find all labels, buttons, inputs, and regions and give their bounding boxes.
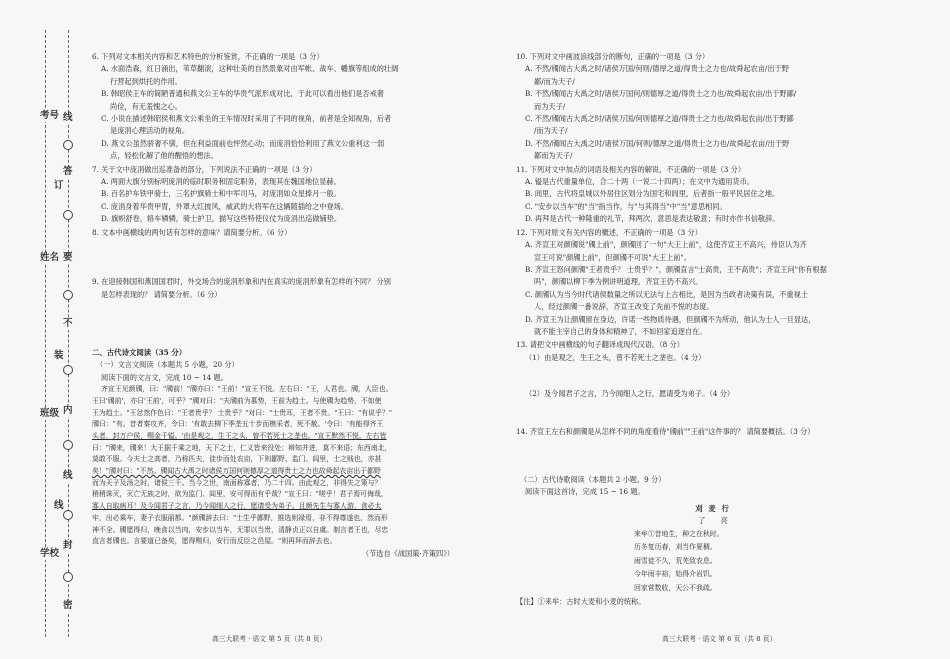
- binding-mark-char: 订: [54, 180, 64, 191]
- binding-circle-mark: [63, 510, 73, 520]
- answer-space: [516, 401, 914, 425]
- question-7-option-d: D. 旗帜舒卷，辂车辚辚，骑士护卫，描写这些特使仪仗为庞涓出巡做铺垫。: [101, 214, 342, 224]
- page-5-column: [92, 50, 462, 560]
- binding-note-char: 封: [63, 540, 73, 551]
- section-heading-classical: 二、古代诗文阅读（35 分）: [92, 347, 187, 357]
- passage-line: 神不全。斶愿得归，晚食以当肉，安步以当车，无罪以当贵，清静贞正以自虞。制言者王也，尽忠: [92, 525, 389, 534]
- answer-space: [92, 239, 462, 275]
- passage-line: 头者，封万户侯，赐金千镒。'由是观之，生王之头，曾不若死士之垄也。"宣王默然不悦。左右皆: [92, 431, 387, 440]
- binding-mark-char: 线: [54, 500, 64, 511]
- question-11-option-d: D. 再拜是古代一种隆重的礼节，拜两次，意思是表达敬意；有时亦作书信敬辞。: [525, 214, 780, 224]
- passage-line: 稍稍诛灭，灭亡无族之时，欲为监门、闾里，安可得而有乎哉？"宣王曰："嗟乎！君子焉可侮哉，: [92, 490, 388, 499]
- binding-mark-char: 装: [54, 350, 64, 361]
- classical-passage: [92, 384, 462, 548]
- binding-circle-mark: [63, 290, 73, 300]
- question-9-stem-cont: 是怎样表现的？ 请简要分析。（6 分）: [101, 289, 222, 299]
- subsection-heading-poetry: （二）古代诗歌阅读（本题共 2 小题，9 分）: [520, 474, 666, 484]
- poem-line: 雨雪徒不久，荒芜致农息。: [634, 556, 717, 565]
- question-12-option-d-cont: 就不能主宰自己的身体和精神了，不如回家追逐自在。: [534, 326, 707, 336]
- question-7-option-c: C. 庞涓身着华贵甲胄，外罩大红披风，威武的大将军在这辆随插给之中登场。: [101, 201, 349, 211]
- binding-circle-mark: [63, 140, 73, 150]
- passage-line: 斶曰："有。昔者秦攻齐，令曰：'有敢去柳下季垄五十步而樵采者，死不赦。'令曰：'有能得齐王: [92, 420, 384, 429]
- question-7-option-a: A. 两面大旗分别标明庞涓的临时职务和固定职务，表现其在魏国地位显赫。: [101, 177, 341, 187]
- question-7-stem: 7. 关于文中庞涓做出巡准备的部分，下列说法不正确的一项是（3 分）: [92, 164, 317, 174]
- question-12-stem: 12. 下列对原文有关内容的概述，不正确的一项是（3 分）: [516, 227, 702, 237]
- question-6-option-c: C. 小说在描述韩昭侯和燕文公乘坐的王车情况时采用了不同的视角，前者是全知视角，后者: [101, 114, 392, 124]
- binding-note-char: 密: [63, 600, 73, 611]
- passage-source: （节选自《战国策·齐策四》）: [361, 548, 454, 558]
- answer-space: [516, 364, 914, 388]
- page-6-column: [516, 50, 914, 608]
- question-12-option-a-cont: 宣王可说"颜斶上前"，但颜斶不可说"大王上前"。: [534, 252, 691, 262]
- answer-space: [92, 301, 462, 347]
- subsection-heading-prose: （一）文言文阅读（本题共 5 小题，20 分）: [96, 360, 239, 370]
- passage-line: 而为天子及汤之时，诸侯三千。当今之世，南面称寡者，乃二十四。由此观之，非得失之策与？: [92, 478, 382, 487]
- binding-label-class: 班级: [40, 408, 60, 419]
- binding-circle-mark: [63, 210, 73, 220]
- question-10-option-a-cont: 鄙/而为天子/: [534, 76, 575, 86]
- question-12-option-d: D. 齐宣王为让颜斶留在身边，许诺一些物质待遇，但颜斶不为所动，他认为士人一旦显达，: [525, 314, 816, 324]
- passage-line: 王曰'斶前'，亦曰'王前'，可乎？"斶对曰："夫斶前为慕势，王前为趋士。与使斶为趋势，不如使: [92, 396, 382, 405]
- binding-label-name: 姓名: [40, 252, 60, 263]
- passage-line: 王为趋士。"王忿然作色曰："王者贵乎？ 士贵乎？"对曰："士贵耳，王者不贵。"王曰："有说乎？": [92, 408, 392, 417]
- question-14-stem: 14. 齐宣王左右和颜斶是从怎样不同的角度看待"斶前""王前"这件事的？ 请简要概括。（3 分）: [516, 426, 815, 436]
- question-10-option-d-cont: 鄙而为天子/: [534, 151, 573, 161]
- binding-circle-mark: [63, 440, 73, 450]
- question-6-option-a: A. 水面浩森，红日涌出，苇草翻滚，这种壮美的自然景象对由军帐、战车、幡旗等组成的壮阔: [101, 64, 399, 74]
- question-6-option-b: B. 韩昭侯王车的简陋普通和燕文公王车的华贵气派形成对比，于此可以看出他们是否戒奢: [101, 89, 384, 99]
- question-13-sentence-2: （2）及今闻君子之言，乃今闻细人之行，愿请受为弟子。（4 分）: [525, 389, 735, 399]
- question-9-stem: 9. 在迎接韩国和燕国国君时，外交场合的庞涓形象和内在真实的庞涓形象有怎样的不同？ 分别: [92, 277, 391, 287]
- question-12-option-b: B. 齐宣王怒问颜斶"王者贵乎？ 士贵乎？"，颜斶直言"士高贵，王不高贵"；齐宣王问"你有根据: [525, 264, 827, 274]
- poem-line: 今年雨丰裕，始得介岩饥。: [634, 570, 717, 579]
- passage-line: 矣！"斶对曰："不然。斶闻古大禹之时诸侯万国何则德厚之道得贵士之力也故舜起农亩出于鄙野: [92, 467, 381, 476]
- question-11-option-a: A. 镒是古代重量单位，合二十两（一说二十四两）；在文中为通用货币。: [525, 177, 754, 187]
- question-6-option-d-cont: 点，轻松化解了他的醒悟的想法。: [110, 151, 218, 161]
- question-10-option-a: A. 不然/斶闻古大禹之时/诸侯万国/何则/德厚之道/得贵士之力也/故舜起农亩/出于野: [525, 64, 789, 74]
- poem-footnote: 【注】①来牟：古时大麦和小麦的统称。: [516, 596, 646, 606]
- poem-line: 历冬复历春，刈当作夏稠。: [634, 543, 717, 552]
- page-footer-right: 高三大联考 · 语文 第 6 页（共 8 页）: [662, 635, 777, 643]
- binding-circle-mark: [63, 572, 73, 582]
- question-6-option-d: D. 燕文公虽然骄奢不驯，但在利益面前也怦然心动；而庞涓恰恰利用了燕文公重利这一弱: [101, 138, 385, 148]
- poem-instruction: 阅读下面这首诗，完成 15 ~ 16 题。: [525, 487, 645, 497]
- question-12-option-b-cont: 吗"，颜斶以柳下季为例讲明道理，齐宣王仍不高兴。: [534, 277, 703, 287]
- question-12-option-c-cont: 人，经过颜斶一番说辞，齐宣王改变了先前不悦的态度。: [534, 302, 714, 312]
- binding-note-char: 线: [63, 112, 73, 123]
- poem-line: 回家营数收，天公不我疏。: [634, 583, 717, 592]
- question-10-option-b-cont: 而为天子/: [534, 101, 566, 111]
- poem-line: 来牟①昔地生，种之在秋时。: [634, 529, 724, 538]
- question-11-option-c: C. "安步以当车"的"当"指当作，与"与其得当"中"当"意思相同。: [525, 201, 727, 211]
- page-footer-left: 高三大联考 · 语文 第 5 页（共 8 页）: [212, 635, 327, 643]
- passage-line: 寡人自取病耳！及今闻君子之言，乃今闻细人之行，愿请受为弟子。且颜先生与寡人游，食必太: [92, 502, 382, 511]
- question-10-option-d: D. 不然/斶闻古大禹之时/诸侯万国/何则/德厚之道/得贵士之力也/故舜起农亩/出于野: [525, 138, 790, 148]
- question-6-option-b-cont: 尚俭，有无羞愧之心。: [110, 101, 182, 111]
- question-13-sentence-1: （1）由是观之，生王之头，曾不若死士之垄也。（4 分）: [525, 352, 706, 362]
- question-8-stem: 8. 文本中画横线的两句话有怎样的意味？请简要分析。（6 分）: [92, 227, 292, 237]
- poem-author: 了 亮: [698, 516, 732, 526]
- binding-label-exam-number: 考号: [40, 110, 60, 121]
- answer-space: [516, 438, 914, 474]
- question-13-stem: 13. 请把文中画横线的句子翻译成现代汉语。（8 分）: [516, 340, 684, 350]
- binding-note-char: 不: [63, 318, 73, 329]
- question-12-option-c: C. 颜斶认为当今时代诸侯数量之所以无法与上古相比，是因为当政者决策有误，不重视士: [525, 289, 808, 299]
- question-11-stem: 11. 下列对文中加点的词语及相关内容的解说，不正确的一项是（3 分）: [516, 164, 746, 174]
- passage-line: 曰："斶来，斶来！大王据千乘之地，天下之士，仁义皆来役处；辩知并进，莫不来语；东西南北，: [92, 443, 392, 452]
- binding-label-school: 学校: [40, 548, 60, 559]
- question-11-option-b: B. 闾里，古代将皇城以外居住区划分为国宅和闾里，后者指一般平民居住之地。: [525, 189, 780, 199]
- binding-margin: [0, 0, 80, 659]
- question-6-option-c-cont: 是庞涓心理活动的视角。: [110, 126, 190, 136]
- question-10-stem: 10. 下列对文中画波浪线部分的断句，正确的一项是（3 分）: [516, 52, 710, 61]
- question-6-stem: 6. 下列对文本相关内容和艺术特色的分析鉴赏，不正确的一项是（3 分）: [92, 52, 324, 61]
- passage-line: 莫敢不服。今夫士之高者，乃称匹夫，徒步而处农亩，下则鄙野、监门、闾里，士之贱也，亦甚: [92, 455, 382, 464]
- question-7-option-b: B. 百名护车铁甲骑士，三名护旗骑士和中军司马，对庞涓如众星捧月一般。: [101, 189, 341, 199]
- question-6-option-a-cont: 行营起到烘托的作用。: [110, 76, 182, 86]
- binding-note-char: 答: [63, 166, 73, 177]
- reading-instruction: 阅读下面的文言文，完成 10 ~ 14 题。: [101, 372, 228, 382]
- binding-circle-mark: [63, 365, 73, 375]
- binding-note-char: 要: [63, 252, 73, 263]
- binding-note-char: 线: [63, 470, 73, 481]
- question-10-option-b: B. 不然/斶闻古大禹之时/诸侯万国何/则德厚之道/得贵士之力也/故舜起农亩/出于野鄙/: [525, 89, 797, 99]
- question-10-option-c: C. 不然/斶闻古大禹之时/诸侯万国/何则德厚之道/得贵士之力也/故舜起农亩/出于野鄙: [525, 114, 794, 124]
- passage-line: 直言者斶也。言要道已备矣，愿得赐归，安行而反臣之邑屋。"则再拜而辞去也。: [92, 537, 337, 546]
- passage-line: 牢，出必乘车，妻子衣服丽都。"颜斶辞去曰："士生乎鄙野，推选则禄焉，非不得尊遂也，然而形: [92, 513, 388, 522]
- passage-line: 齐宣王见颜斶，曰："斶前！"斶亦曰："王前！"宣王不悦。左右曰："王，人君也。斶，人臣也。: [101, 385, 393, 394]
- question-10-option-c-cont: /而为天子/: [534, 126, 568, 136]
- poem-title: 刈麦行: [695, 503, 735, 513]
- question-12-option-a: A. 齐宣王对颜斶说"斶上前"，颜斶回了一句"大王上前"，这使齐宣王不高兴，侍臣认为齐: [525, 240, 807, 250]
- binding-note-char: 内: [63, 405, 73, 416]
